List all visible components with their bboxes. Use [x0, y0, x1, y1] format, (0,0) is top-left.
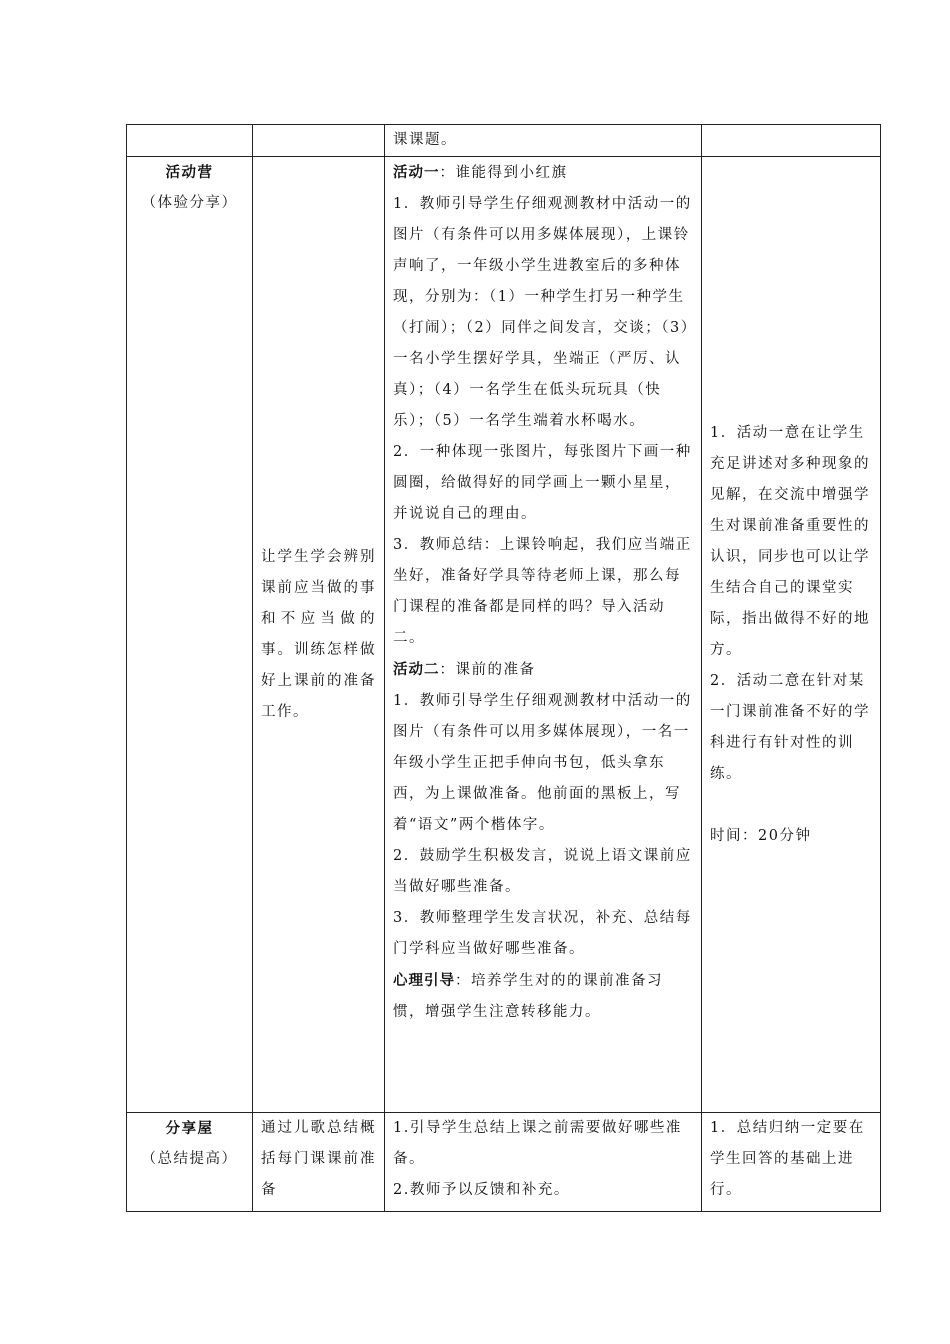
goal-cell — [253, 157, 385, 1113]
guide-paragraph — [393, 965, 693, 1028]
process-text: 课课题。 — [393, 132, 457, 148]
stage-cell — [127, 125, 253, 157]
process-paragraph: 2．一种体现一张图片，每张图片下画一种圆圈，给做得好的同学画上一颗小星星，并说说自己的理由。 — [393, 444, 692, 522]
time-text: 时间：20分钟 — [710, 827, 812, 844]
note-cell — [702, 157, 881, 1113]
guide-label: 心理引导 — [393, 972, 455, 989]
stage-name: 活动营 — [165, 164, 214, 181]
blank-line — [710, 790, 872, 821]
note-paragraph: 2．活动二意在针对某一门课前准备不好的学科进行有针对性的训练。 — [710, 672, 870, 782]
activity-one-heading — [393, 157, 693, 189]
process-paragraph: 2．鼓励学生积极发言，说说上语文课前应当做好哪些准备。 — [393, 848, 692, 895]
note-paragraph: 1．活动一意在让学生充足讲述对多种现象的见解，在交流中增强学生对课前准备重要性的认识，同步也可以让学生结合自己的课堂实际，指出做得不好的地方。 — [710, 424, 870, 658]
note-paragraph: 1．总结归纳一定要在学生回答的基础上进行。 — [710, 1120, 865, 1198]
process-paragraph: 1．教师引导学生仔细观测教材中活动一的图片（有条件可以用多媒体展现），上课铃声响了，一年级小学生进教室后的多种体现，分别为：（1）一种学生打另一种学生（打闹）；（2）同伴之间发言，交谈；（3）一名小学生摆好学具，坐端正（严厉、认真）；（4）一名学生在低头玩玩具（快乐）；（5）一名学生端着水杯喝水。 — [393, 196, 692, 429]
stage-cell — [127, 157, 253, 1113]
note-cell — [702, 125, 881, 157]
stage-subtitle: （总结提高） — [141, 1151, 238, 1167]
stage-subtitle: （体验分享） — [141, 195, 238, 211]
guide-text: ：培养学生对的的课前准备习惯，增强学生注意转移能力。 — [393, 973, 663, 1020]
goal-text: 让学生学会辨别课前应当做的事和不应当做的事。训练怎样做好上课前的准备工作。 — [261, 548, 376, 720]
process-paragraph: 2.教师予以反馈和补充。 — [393, 1182, 570, 1198]
note-cell — [702, 1113, 881, 1212]
activity-two-label: 活动二 — [393, 661, 440, 678]
goal-text: 通过儿歌总结概括每门课课前准备 — [261, 1120, 376, 1198]
activity-one-title: ：谁能得到小红旗 — [439, 165, 568, 181]
activity-two-title: ：课前的准备 — [439, 662, 536, 678]
process-cell — [385, 1113, 702, 1212]
stage-cell — [127, 1113, 253, 1212]
activity-two-heading — [393, 654, 693, 686]
process-paragraph: 1．教师引导学生仔细观测教材中活动一的图片（有条件可以用多媒体展现），一名一年级小学生正把手伸向书包，低头拿东西，为上课做准备。他前面的黑板上，写着“语文”两个楷体字。 — [393, 693, 692, 833]
stage-name: 分享屋 — [165, 1120, 214, 1137]
lesson-plan-table — [126, 124, 881, 1212]
process-paragraph: 3．教师总结：上课铃响起，我们应当端正坐好，准备好学具等待老师上课，那么每门课程的准备都是同样的吗？导入活动二。 — [393, 537, 692, 646]
process-cell — [385, 125, 702, 157]
table-row — [127, 1113, 881, 1212]
process-paragraph: 3．教师整理学生发言状况，补充、总结每门学科应当做好哪些准备。 — [393, 910, 692, 957]
goal-cell — [253, 125, 385, 157]
table-row — [127, 157, 881, 1113]
activity-one-label: 活动一 — [393, 164, 440, 181]
goal-cell — [253, 1113, 385, 1212]
process-paragraph: 1.引导学生总结上课之前需要做好哪些准备。 — [393, 1120, 682, 1167]
process-cell — [385, 157, 702, 1113]
table-row — [127, 125, 881, 157]
